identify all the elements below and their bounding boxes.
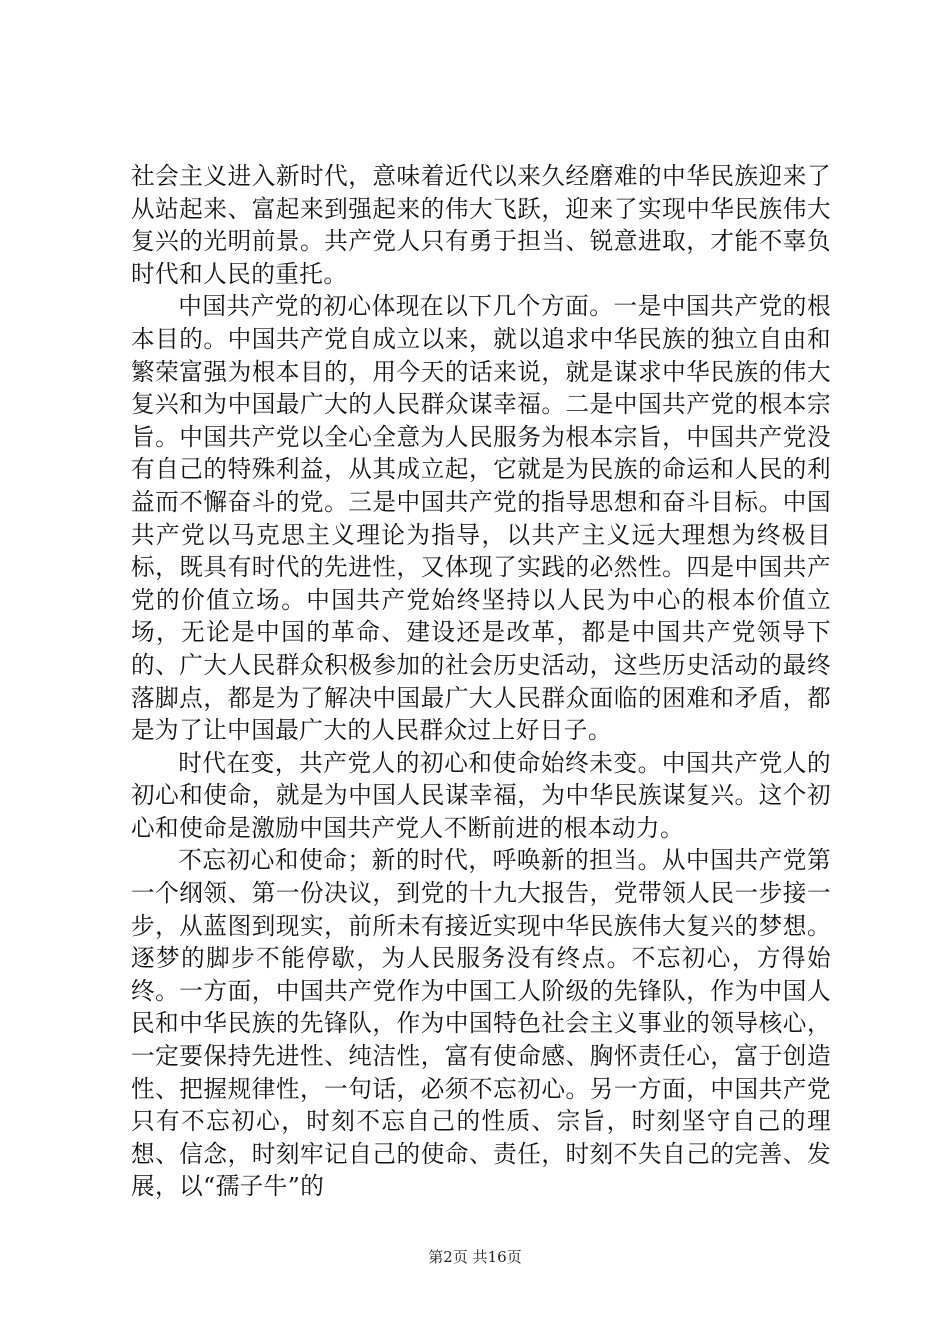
paragraph-2: 中国共产党的初心体现在以下几个方面。一是中国共产党的根本目的。中国共产党自成立以来，就以追求中华民族的独立自由和繁荣富强为根本目的，用今天的话来说，就是谋求中华民族的伟大复兴和为中国最广大的人民群众谋幸福。二是中国共产党的根本宗旨。中国共产党以全心全意为人民服务为根本宗旨，中国共产党没有自己的特殊利益，从其成立起，它就是为民族的命运和人民的利益而不懈奋斗的党。三是中国共产党的指导思想和奋斗目标。中国共产党以马克思主义理论为指导，以共产主义远大理想为终极目标，既具有时代的先进性，又体现了实践的必然性。四是中国共产党的价值立场。中国共产党始终坚持以人民为中心的根本价值立场，无论是中国的革命、建设还是改革，都是中国共产党领导下的、广大人民群众积极参加的社会历史活动，这些历史活动的最终落脚点，都是为了解决中国最广大人民群众面临的困难和矛盾，都是为了让中国最广大的人民群众过上好日子。 [131,292,831,745]
paragraph-1: 社会主义进入新时代，意味着近代以来久经磨难的中华民族迎来了从站起来、富起来到强起来的伟大飞跃，迎来了实现中华民族伟大复兴的光明前景。共产党人只有勇于担当、锐意进取，才能不辜负时代和人民的重托。 [131,162,831,288]
paragraph-4: 不忘初心和使命；新的时代，呼唤新的担当。从中国共产党第一个纲领、第一份决议，到党的十九大报告，党带领人民一步接一步，从蓝图到现实，前所未有接近实现中华民族伟大复兴的梦想。逐梦的脚步不能停歇，为人民服务没有终点。不忘初心，方得始终。一方面，中国共产党作为中国工人阶级的先锋队，作为中国人民和中华民族的先锋队，作为中国特色社会主义事业的领导核心，一定要保持先进性、纯洁性，富有使命感、胸怀责任心，富于创造性、把握规律性，一句话，必须不忘初心。另一方面，中国共产党只有不忘初心，时刻不忘自己的性质、宗旨，时刻坚守自己的理想、信念，时刻牢记自己的使命、责任，时刻不失自己的完善、发展，以“孺子牛”的 [131,846,831,1201]
paragraph-3: 时代在变，共产党人的初心和使命始终未变。中国共产党人的初心和使命，就是为中国人民谋幸福，为中华民族谋复兴。这个初心和使命是激励中国共产党人不断前进的根本动力。 [131,748,831,842]
page-number-footer: 第2页 共16页 [428,1248,522,1266]
document-body [131,160,831,1203]
